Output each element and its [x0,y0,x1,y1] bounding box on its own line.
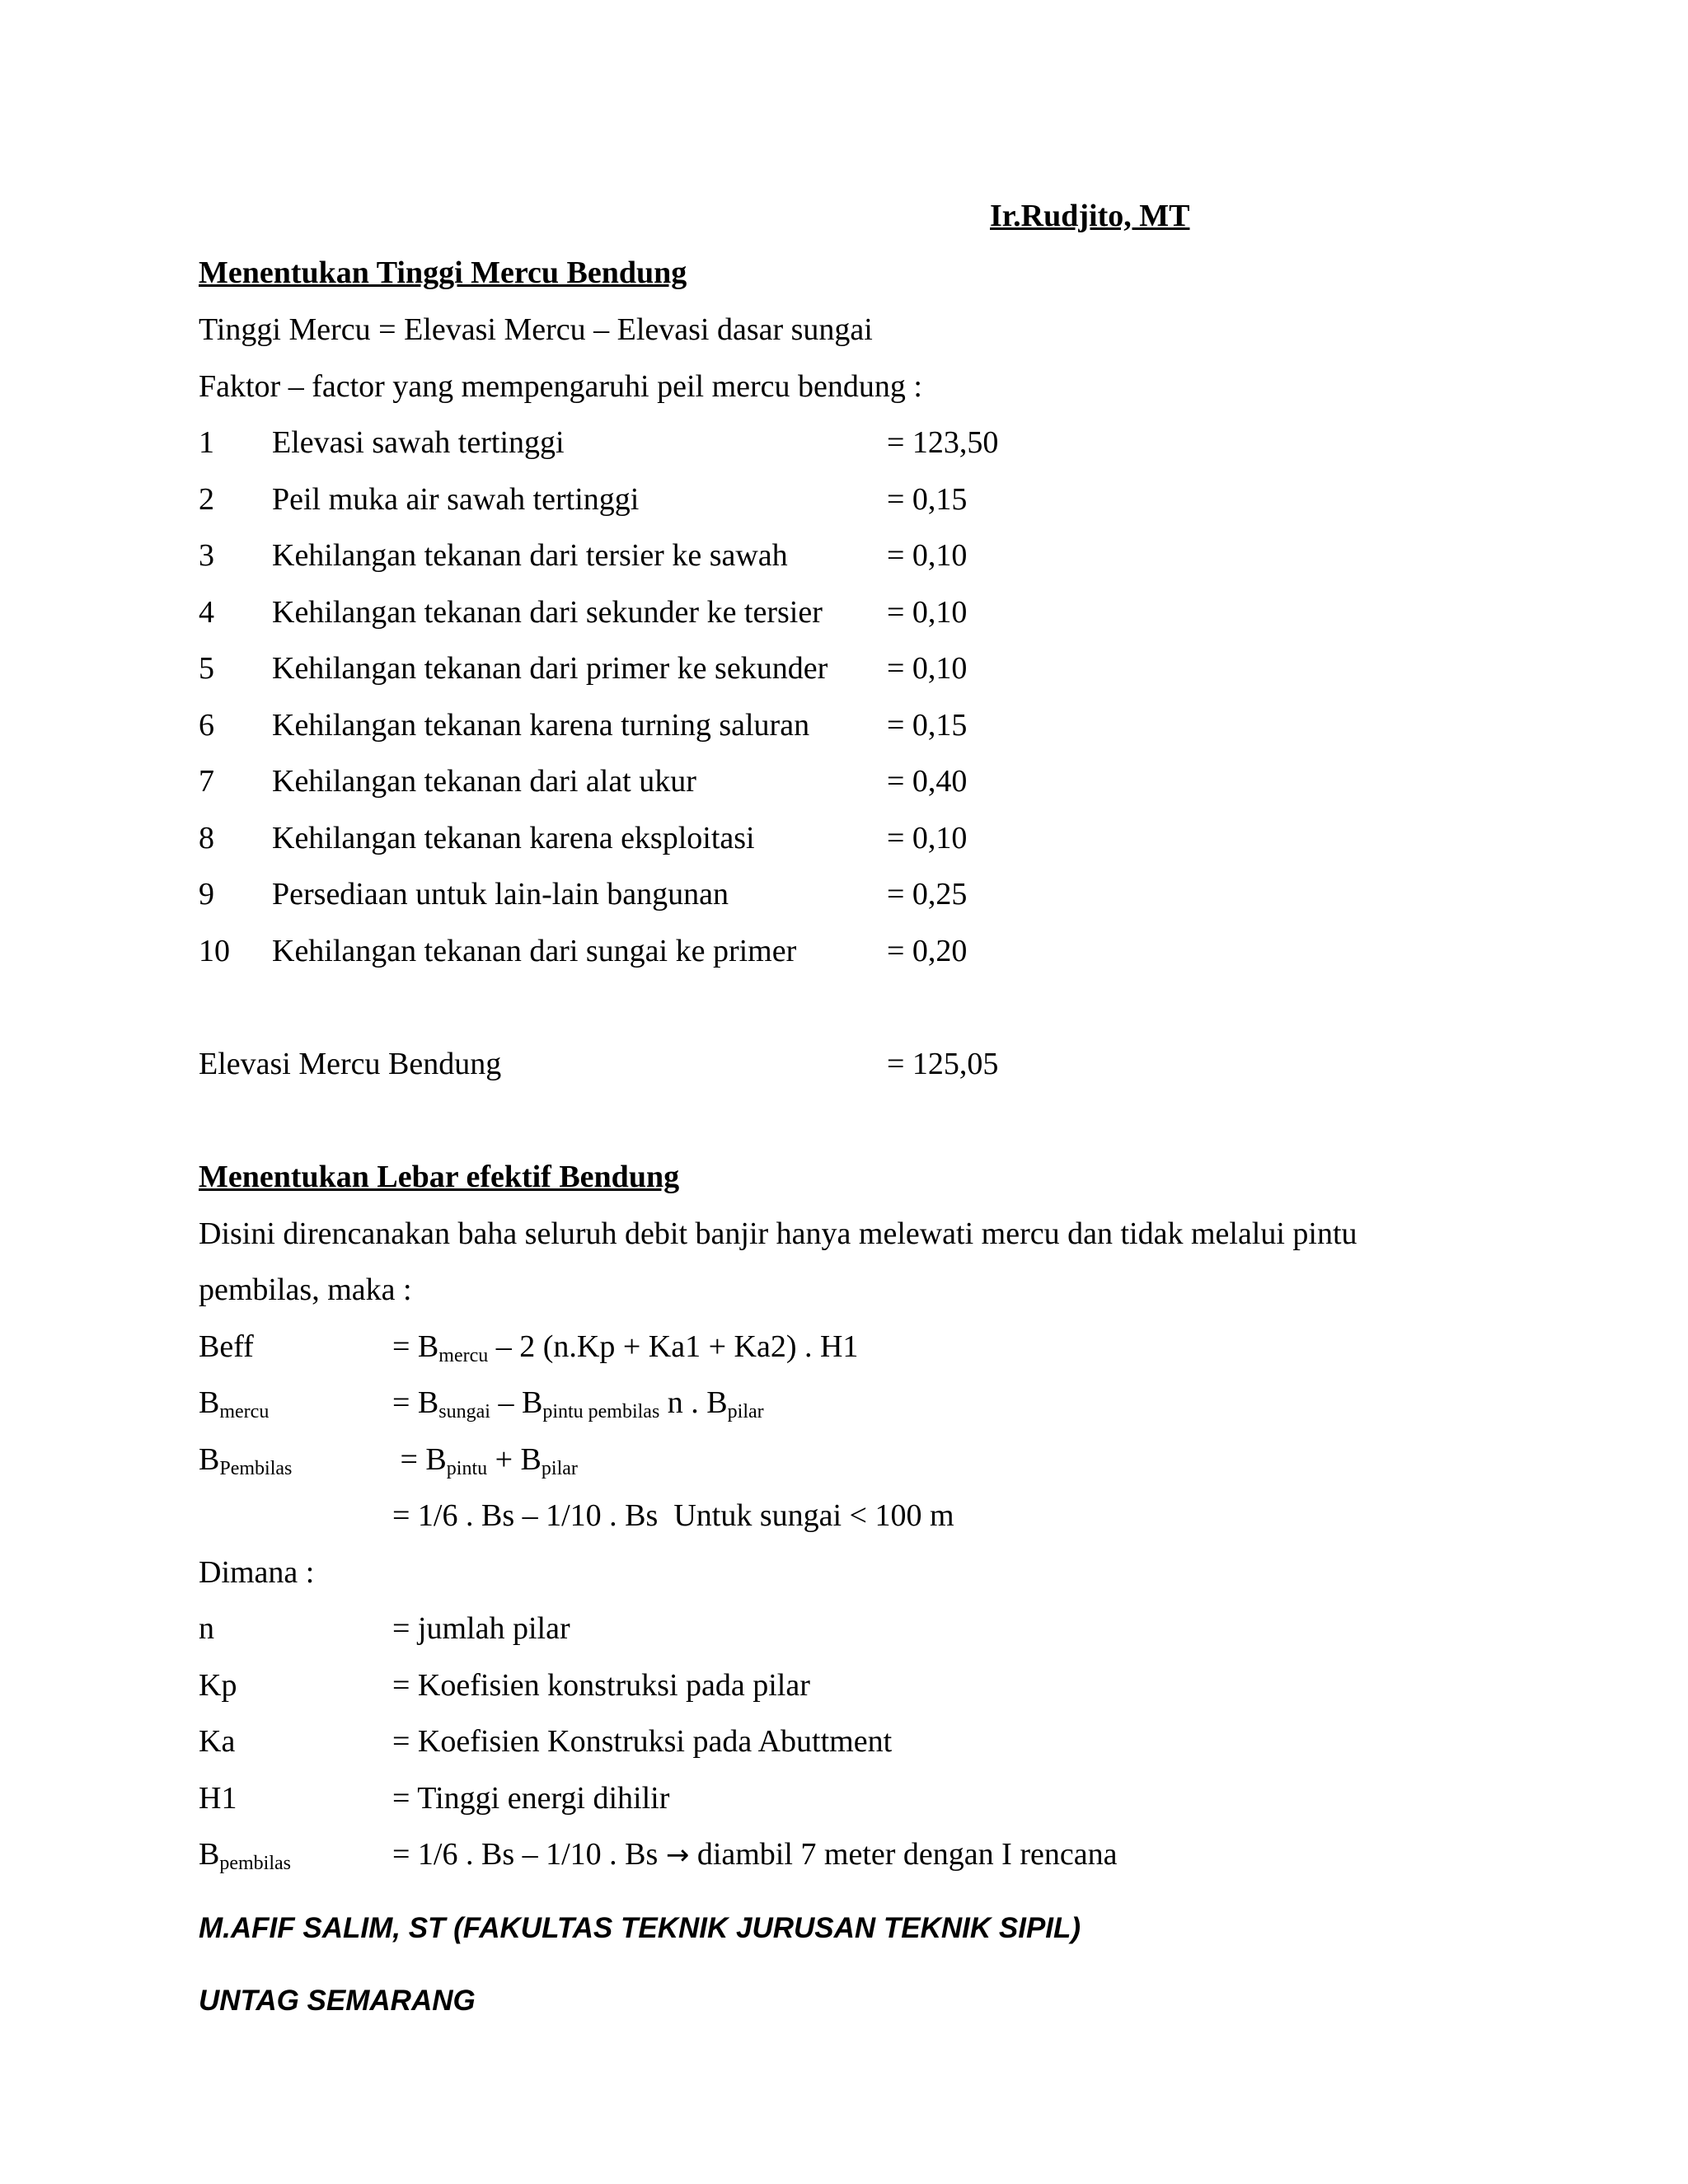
factor-number: 9 [199,877,214,912]
beff-equation: = $B_{mercu} - 2$ (n.Kp + Ka1 + Ka2) . H1 [392,1329,859,1366]
factor-row [0,932,1688,970]
section2-paragraph-line2: pembilas, maka : [199,1272,412,1307]
footer-line2: UNTAG SEMARANG [199,1985,476,2017]
section1-heading: Menentukan Tinggi Mercu Bendung [199,255,687,290]
factor-label: Kehilangan tekanan dari tersier ke sawah [272,538,788,573]
definition-text: = Koefisien Konstruksi pada Abuttment [392,1724,893,1759]
factor-row [0,593,1688,631]
definition-term: Kp [199,1668,237,1703]
definition-term: Ka [199,1724,236,1759]
factor-number: 3 [199,538,214,573]
factor-value: = 0,10 [887,651,968,686]
bpembilas-formula [0,1441,1688,1479]
footer-line1: M.AFIF SALIM, ST (FAKULTAS TEKNIK JURUSAN TEKNIK SIPIL) [199,1912,1081,1944]
factor-row [0,649,1688,687]
factor-label: Kehilangan tekanan karena eksploitasi [272,821,755,855]
section1-line2: Faktor – factor yang mempengaruhi peil mercu bendung : [199,369,922,404]
factor-number: 4 [199,595,214,630]
factor-label: Kehilangan tekanan dari sekunder ke tersier [272,595,823,630]
total-value: = 125,05 [887,1047,999,1081]
factor-value: = 123,50 [887,425,999,460]
factor-label: Kehilangan tekanan dari sungai ke primer [272,934,797,968]
factor-value: = 0,20 [887,934,968,968]
factor-row [0,875,1688,913]
factor-number: 10 [199,934,230,968]
formula-line: = 1/6 . Bs – 1/10 . Bs Untuk sungai < 100 m [392,1498,954,1533]
bpembilas-definition-term: $B_{pembilas}$ [199,1837,292,1874]
definition-term: n [199,1611,214,1646]
factor-row [0,819,1688,857]
factor-label: Kehilangan tekanan karena turning saluran [272,708,810,743]
definition-row [0,1666,1688,1704]
factor-number: 2 [199,482,214,517]
section2-paragraph-line1: Disini direncanakan baha seluruh debit banjir hanya melewati mercu dan tidak melalui pintu [199,1216,1357,1251]
factor-value: = 0,25 [887,877,968,912]
definition-text: = Koefisien konstruksi pada pilar [392,1668,810,1703]
factor-value: = 0,15 [887,482,968,517]
factor-value: = 0,10 [887,821,968,855]
factor-row [0,424,1688,462]
bpembilas-definition-text: = 1/6 . Bs – 1/10 . Bs → diambil 7 meter dengan I rencana [392,1837,1118,1872]
total-row [0,1045,1688,1083]
total-label: Elevasi Mercu Bendung [199,1047,502,1081]
factor-value: = 0,10 [887,538,968,573]
bmercu-formula [0,1384,1688,1422]
beff-formula [0,1328,1688,1366]
bmercu-term: $B_{mercu}$ [199,1385,270,1422]
bmercu-equation: = $B_{sungai} - B_{pintu pembilas}$ n . $B_{pilar}$ [392,1385,764,1422]
factor-value: = 0,15 [887,708,968,743]
factor-label: Peil muka air sawah tertinggi [272,482,640,517]
author-name: Ir.Rudjito, MT [990,199,1190,233]
factor-label: Kehilangan tekanan dari alat ukur [272,764,696,799]
definition-text: = Tinggi energi dihilir [392,1781,670,1816]
factor-label: Elevasi sawah tertinggi [272,425,565,460]
definition-row [0,1779,1688,1817]
factor-label: Persediaan untuk lain-lain bangunan [272,877,729,912]
section2-heading: Menentukan Lebar efektif Bendung [199,1160,680,1194]
factor-number: 1 [199,425,214,460]
definition-term: H1 [199,1781,237,1816]
factor-number: 5 [199,651,214,686]
arrow-right-icon: → [665,1839,690,1872]
definition-row [0,1835,1688,1873]
beff-term: Beff [199,1329,254,1364]
dimana-label: Dimana : [199,1555,315,1590]
factor-number: 8 [199,821,214,855]
factor-row [0,480,1688,518]
factor-number: 7 [199,764,214,799]
factor-label: Kehilangan tekanan dari primer ke sekunder [272,651,828,686]
factor-value: = 0,10 [887,595,968,630]
bpembilas-equation: = $B_{pintu} + B_{pilar}$ [392,1442,578,1479]
bpembilas-term: $B_{Pembilas}$ [199,1442,293,1479]
factor-row [0,762,1688,800]
factor-value: = 0,40 [887,764,968,799]
definition-row [0,1610,1688,1647]
definition-text: = jumlah pilar [392,1611,570,1646]
factor-row [0,537,1688,574]
factor-row [0,706,1688,744]
formula-continuation [0,1497,1688,1535]
factor-number: 6 [199,708,214,743]
definition-row [0,1722,1688,1760]
section1-line1: Tinggi Mercu = Elevasi Mercu – Elevasi dasar sungai [199,312,873,347]
